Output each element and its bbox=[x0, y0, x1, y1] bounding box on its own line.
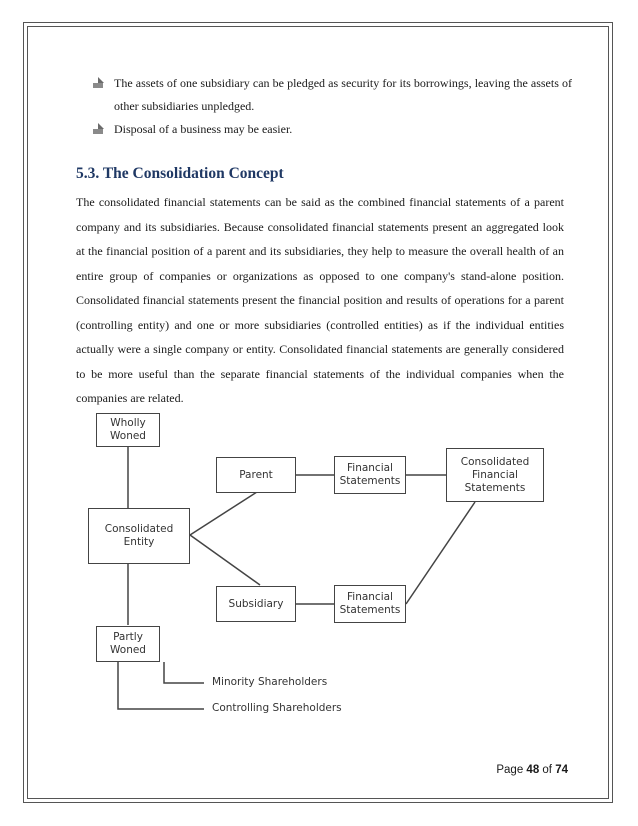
bullet-item bbox=[92, 118, 572, 141]
connector-minority bbox=[164, 662, 204, 683]
subsidiary-box: Subsidiary bbox=[216, 586, 296, 622]
connector-controlling bbox=[118, 662, 204, 709]
consolidated-financial-statements-box: Consolidated Financial Statements bbox=[446, 448, 544, 502]
page-footer bbox=[496, 764, 568, 776]
connector-fs2-consolidated bbox=[406, 502, 475, 604]
bullet-marker-icon bbox=[92, 123, 104, 135]
section-heading: 5.3. The Consolidation Concept bbox=[76, 165, 284, 182]
financial-statements-box: Financial Statements bbox=[334, 585, 406, 623]
connector-entity-parent bbox=[190, 490, 260, 535]
bullet-list bbox=[92, 72, 572, 141]
footer-prefix: Page bbox=[496, 764, 527, 776]
minority-shareholders-label: Minority Shareholders bbox=[212, 676, 328, 688]
wholly-owned-box: Wholly Woned bbox=[96, 413, 160, 447]
bullet-text: The assets of one subsidiary can be pledged as security for its borrowings, leaving the assets of other subsidiaries unpledged. bbox=[114, 76, 572, 113]
page-number: 48 bbox=[526, 764, 540, 776]
bullet-text: Disposal of a business may be easier. bbox=[114, 122, 293, 136]
controlling-shareholders-label: Controlling Shareholders bbox=[212, 702, 342, 714]
consolidation-diagram bbox=[80, 405, 560, 715]
parent-box: Parent bbox=[216, 457, 296, 493]
bullet-marker-icon bbox=[92, 77, 104, 89]
page-total: 74 bbox=[555, 764, 568, 776]
consolidated-entity-box: Consolidated Entity bbox=[88, 508, 190, 564]
financial-statements-box: Financial Statements bbox=[334, 456, 406, 494]
footer-mid: of bbox=[539, 764, 556, 776]
body-paragraph: The consolidated financial statements can be said as the combined financial statements of a parent company and its subsidiaries. Because consolidated financial statements present an aggregated look at the financial position of a parent and its subsidiaries, they help to measure the overall health of an entire group of companies or organizations as opposed to one company's stand-alone position. Consolidated financial statements present the financial position and results of operations for a parent (controlling entity) and one or more subsidiaries (controlled entities) as if the individual entities actually were a single company or entity. Consolidated financial statements are generally considered to be more useful than the separate financial statements of the individual companies when the companies are related. bbox=[76, 195, 564, 405]
bullet-item bbox=[92, 72, 572, 118]
partly-owned-box: Partly Woned bbox=[96, 626, 160, 662]
connector-entity-subsidiary bbox=[190, 535, 260, 585]
